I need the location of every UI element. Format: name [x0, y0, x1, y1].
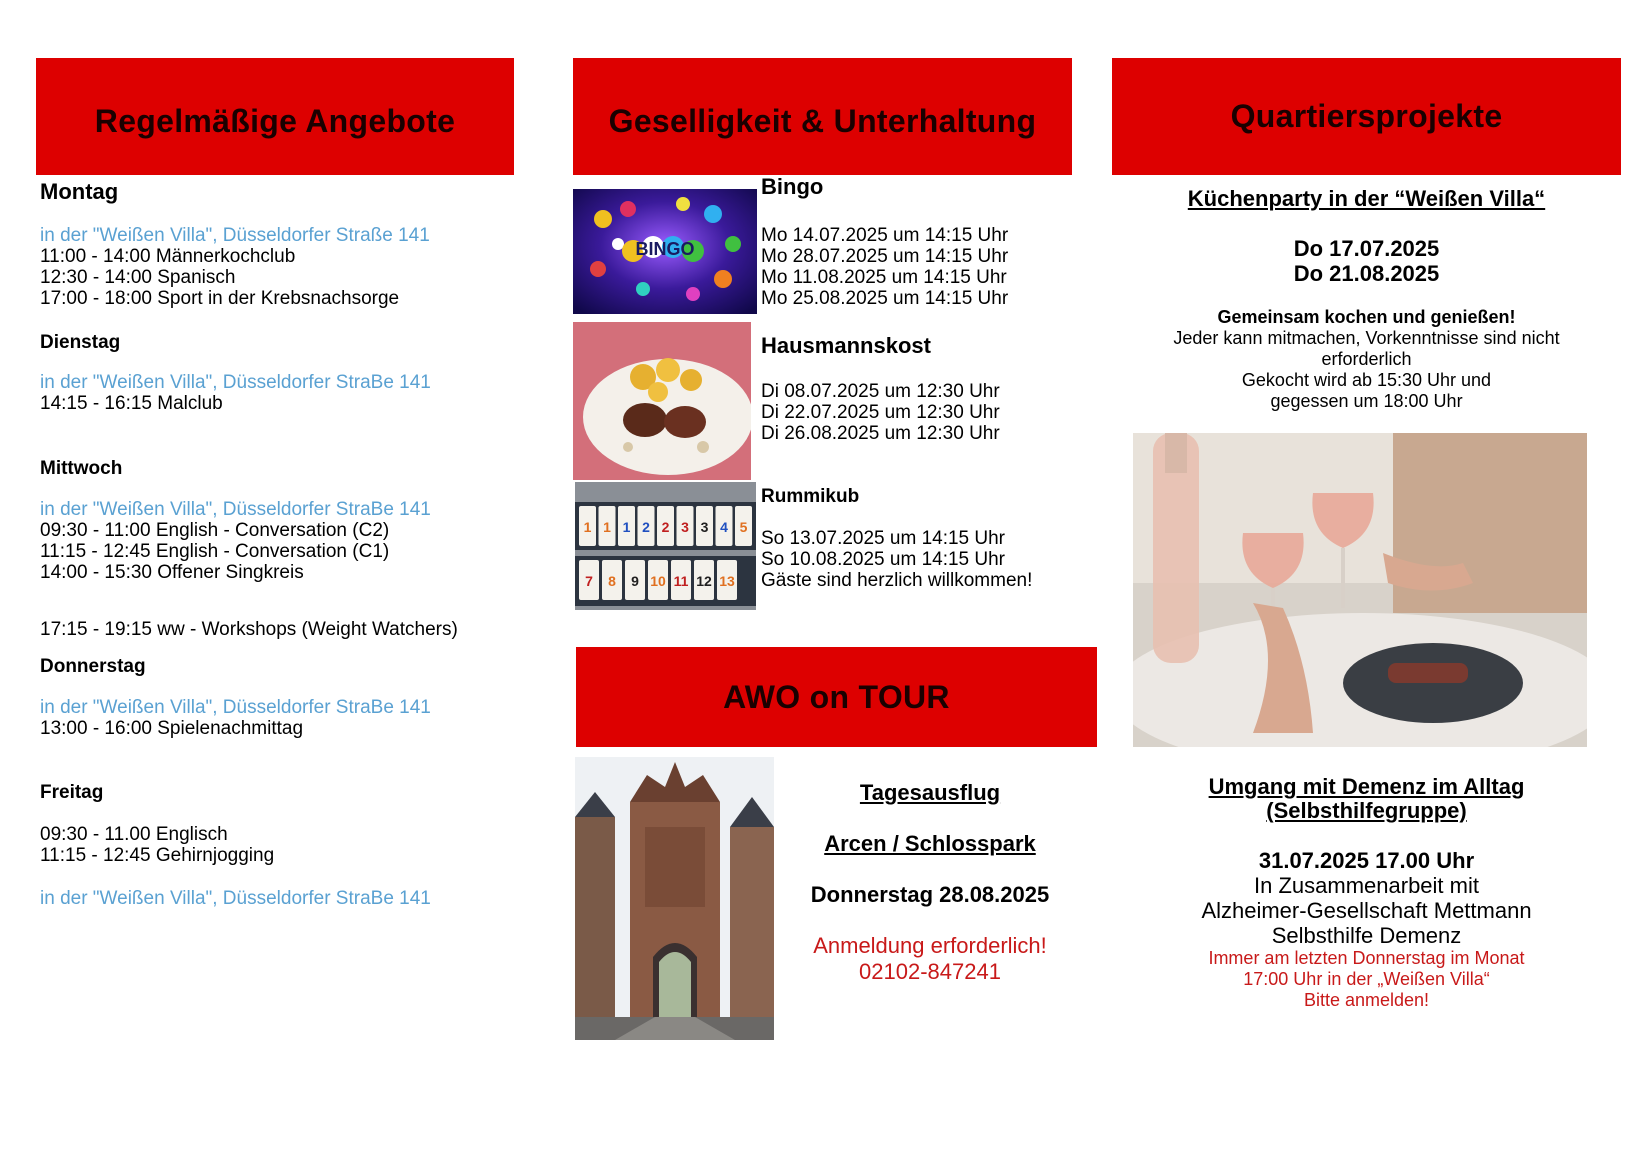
rummikub-tile-number: 13	[719, 573, 735, 589]
tour-label: Tagesausflug	[859, 780, 1001, 805]
schedule-item: 13:00 - 16:00 Spielenachmittag	[40, 718, 304, 739]
kitchen-party-heading: Küchenparty in der “Weißen Villa“	[1187, 186, 1546, 211]
schedule-item: 09:30 - 11.00 Englisch	[40, 824, 228, 845]
schedule-item: 17:15 - 19:15 ww - Workshops (Weight Watchers)	[40, 619, 458, 640]
kitchen-party-description: Gekocht wird ab 15:30 Uhr und	[1241, 370, 1492, 390]
arcen-castle-image	[575, 757, 774, 1040]
dementia-note: Immer am letzten Donnerstag im Monat	[1208, 948, 1525, 968]
rummikub-tile-number: 7	[585, 573, 593, 589]
day-heading-freitag: Freitag	[40, 782, 104, 803]
rummikub-tile-number: 3	[681, 519, 689, 535]
schedule-item: 11:00 - 14:00 Männerkochclub	[40, 246, 296, 267]
rummikub-tile-number: 2	[642, 519, 650, 535]
bingo-date: Mo 28.07.2025 um 14:15 Uhr	[761, 246, 1009, 267]
tour-details	[780, 780, 1080, 985]
banner-title: Quartiersprojekte	[1230, 98, 1503, 134]
kitchen-party-date: Do 17.07.2025	[1293, 236, 1440, 261]
location-text: in der "Weißen Villa", Düsseldorfer StraBe 141	[40, 888, 431, 909]
rummikub-tile-number: 4	[720, 519, 728, 535]
bingo-date: Mo 14.07.2025 um 14:15 Uhr	[761, 225, 1009, 246]
banner-regular-offers	[36, 58, 514, 175]
tour-phone: 02102-847241	[859, 959, 1001, 984]
banner-social-entertainment	[573, 58, 1072, 175]
location-text: in der "Weißen Villa", Düsseldorfer StraBe 141	[40, 697, 431, 718]
dementia-datetime: 31.07.2025 17.00 Uhr	[1258, 848, 1475, 873]
rummikub-tile-number: 9	[631, 573, 639, 589]
hausmannskost-date: Di 22.07.2025 um 12:30 Uhr	[761, 402, 1000, 423]
banner-title: Geselligkeit & Unterhaltung	[608, 103, 1037, 139]
schedule-item: 09:30 - 11:00 English - Conversation (C2)	[40, 520, 390, 541]
dementia-cooperation: In Zusammenarbeit mit	[1254, 873, 1479, 898]
rummikub-tile-number: 1	[603, 519, 611, 535]
location-text: in der "Weißen Villa", Düsseldorfer StraBe 141	[40, 499, 431, 520]
rummikub-date: So 10.08.2025 um 14:15 Uhr	[761, 549, 1006, 570]
dementia-note: 17:00 Uhr in der „Weißen Villa“	[1243, 969, 1490, 989]
kitchen-party-description: erforderlich	[1321, 349, 1412, 369]
day-heading-dienstag: Dienstag	[40, 332, 121, 353]
dementia-heading: Umgang mit Demenz im Alltag	[1208, 774, 1525, 799]
kitchen-party-section	[1112, 186, 1621, 412]
schedule-item: 14:15 - 16:15 Malclub	[40, 393, 223, 414]
tour-destination: Arcen / Schlosspark	[824, 831, 1036, 856]
hausmannskost-date: Di 08.07.2025 um 12:30 Uhr	[761, 381, 1000, 402]
banner-neighborhood-projects	[1112, 58, 1621, 175]
day-heading-montag: Montag	[40, 179, 119, 204]
hausmannskost-date: Di 26.08.2025 um 12:30 Uhr	[761, 423, 1000, 444]
schedule-item: 11:15 - 12:45 Gehirnjogging	[40, 845, 275, 866]
dementia-cooperation: Alzheimer-Gesellschaft Mettmann	[1201, 898, 1532, 923]
bingo-date: Mo 25.08.2025 um 14:15 Uhr	[761, 288, 1009, 309]
kitchen-party-description: gegessen um 18:00 Uhr	[1270, 391, 1463, 411]
rummikub-note: Gäste sind herzlich willkommen!	[761, 570, 1033, 591]
location-text: in der "Weißen Villa", Düsseldorfer StraBe 141	[40, 372, 431, 393]
hausmannskost-image	[573, 322, 751, 480]
tour-date: Donnerstag 28.08.2025	[810, 882, 1050, 907]
schedule-item: 17:00 - 18:00 Sport in der Krebsnachsorge	[40, 288, 400, 309]
kitchen-party-tagline: Gemeinsam kochen und genießen!	[1217, 307, 1516, 327]
rummikub-title: Rummikub	[761, 486, 860, 507]
rummikub-tile-number: 1	[622, 519, 631, 535]
banner-title: Regelmäßige Angebote	[94, 103, 456, 139]
dementia-cooperation: Selbsthilfe Demenz	[1271, 923, 1462, 948]
hausmannskost-title: Hausmannskost	[761, 333, 931, 358]
bingo-date: Mo 11.08.2025 um 14:15 Uhr	[761, 267, 1007, 288]
bingo-logo-text: BINGO	[635, 239, 695, 259]
bingo-image	[573, 189, 757, 314]
rummikub-image	[575, 482, 756, 610]
schedule-item: 11:15 - 12:45 English - Conversation (C1)	[40, 541, 390, 562]
rummikub-tile-number: 2	[661, 519, 670, 535]
rummikub-tile-number: 1	[583, 519, 592, 535]
kitchen-party-description: Jeder kann mitmachen, Vorkenntnisse sind nicht	[1173, 328, 1560, 348]
kitchen-party-date: Do 21.08.2025	[1293, 261, 1440, 286]
rummikub-tile-number: 5	[739, 519, 748, 535]
banner-awo-on-tour	[576, 647, 1097, 747]
bingo-title: Bingo	[761, 174, 824, 199]
day-heading-mittwoch: Mittwoch	[40, 458, 123, 479]
schedule-item: 14:00 - 15:30 Offener Singkreis	[40, 562, 304, 583]
rummikub-date: So 13.07.2025 um 14:15 Uhr	[761, 528, 1006, 549]
day-heading-donnerstag: Donnerstag	[40, 656, 146, 677]
rummikub-tile-number: 8	[608, 573, 616, 589]
dementia-note: Bitte anmelden!	[1303, 990, 1430, 1010]
tour-registration: Anmeldung erforderlich!	[813, 933, 1047, 958]
wine-dinner-image	[1133, 433, 1587, 747]
dementia-section	[1112, 775, 1621, 1011]
rummikub-tile-number: 3	[700, 519, 709, 535]
rummikub-tile-number: 12	[696, 573, 712, 589]
location-text: in der "Weißen Villa", Düsseldorfer Straße 141	[40, 225, 430, 246]
dementia-heading: (Selbsthilfegruppe)	[1266, 798, 1467, 823]
banner-title: AWO on TOUR	[723, 678, 950, 715]
rummikub-tile-number: 10	[650, 573, 666, 589]
schedule-item: 12:30 - 14:00 Spanisch	[40, 267, 236, 288]
rummikub-tile-number: 11	[673, 573, 689, 589]
